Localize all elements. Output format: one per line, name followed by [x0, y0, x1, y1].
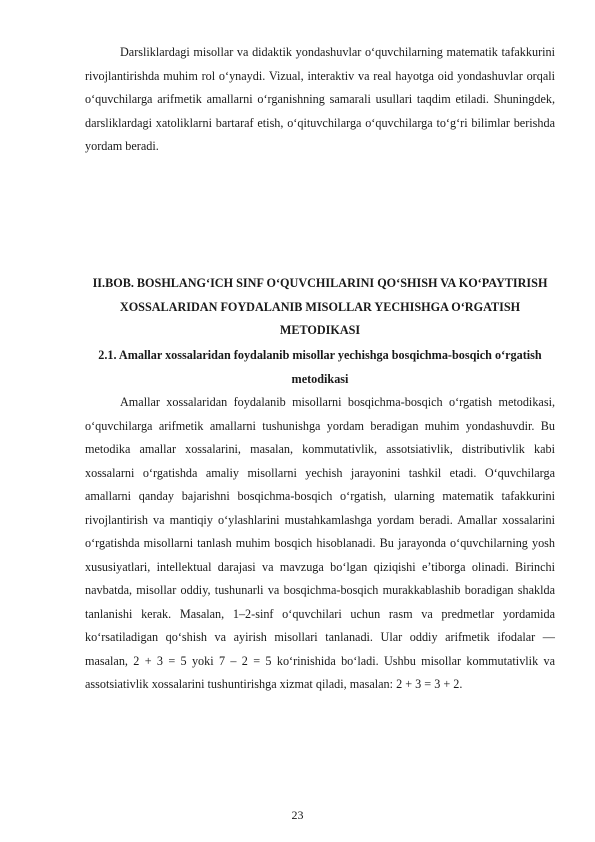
page-number: 23 [291, 808, 304, 822]
intro-paragraph-text: Darsliklardagi misollar va didaktik yondashuvlar o‘quvchilarning matematik tafakkurini rivojlantirishda muhim rol o‘ynaydi. Vizual, interaktiv va real hayotga oid yondashuvlar orqali o‘quvchilarga arifmetik amallarni o‘rganishning samarali usullari taqdim etiladi. Shuningdek, darsliklardagi xatoliklarni bartaraf etish, o‘qituvchilarga o‘quvchilarga to‘g‘ri bilimlar berishda yordam beradi. [85, 45, 555, 153]
intro-paragraph [85, 41, 555, 159]
main-paragraph [85, 391, 555, 697]
chapter-title: II.BOB. BOSHLANG‘ICH SINF O‘QUVCHILARINI QO‘SHISH VA KO‘PAYTIRISH XOSSALARIDAN FOYDALANIB MISOLLAR YECHISHGA O‘RGATISH METODIKASI [92, 276, 548, 337]
section-title: 2.1. Amallar xossalaridan foydalanib misollar yechishga bosqichma-bosqich o‘rgatish metodikasi [98, 348, 542, 386]
main-paragraph-text: Amallar xossalaridan foydalanib misollarni bosqichma-bosqich o‘rgatish metodikasi, o‘quvchilarga arifmetik amallarni tushunishga yordam beradigan muhim yondashuvdir. Bu metodika amallar xossalarini, masalan, kommutativlik, assotsiativlik, distributivlik kabi xossalarni o‘rgatishda amaliy misollarni yechish jarayonini tashkil etadi. O‘quvchilarga amallarni qanday bajarishni bosqichma-bosqich o‘rgatish, ularning matematik tafakkurini rivojlantirish va mantiqiy o‘ylashlarini mustahkamlashga yordam beradi. Amallar xossalarini o‘rgatishda misollarni tanlash muhim bosqich hisoblanadi. Bu jarayonda o‘quvchilarning yosh xususiyatlari, intellektual darajasi va mavzuga bo‘lgan qiziqishi e’tiborga olinadi. Birinchi navbatda, misollar oddiy, tushunarli va bosqichma-bosqich murakkablashib boradigan shaklda tanlanishi kerak. Masalan, 1–2-sinf o‘quvchilari uchun rasm va predmetlar yordamida ko‘rsatiladigan qo‘shish va ayirish misollari tanlanadi. Ular oddiy arifmetik ifodalar — masalan, 2 + 3 = 5 yoki 7 – 2 = 5 ko‘rinishida bo‘ladi. Ushbu misollar kommutativlik va assotsiativlik xossalarini tushuntirishga xizmat qiladi, masalan: 2 + 3 = 3 + 2. [85, 395, 555, 691]
